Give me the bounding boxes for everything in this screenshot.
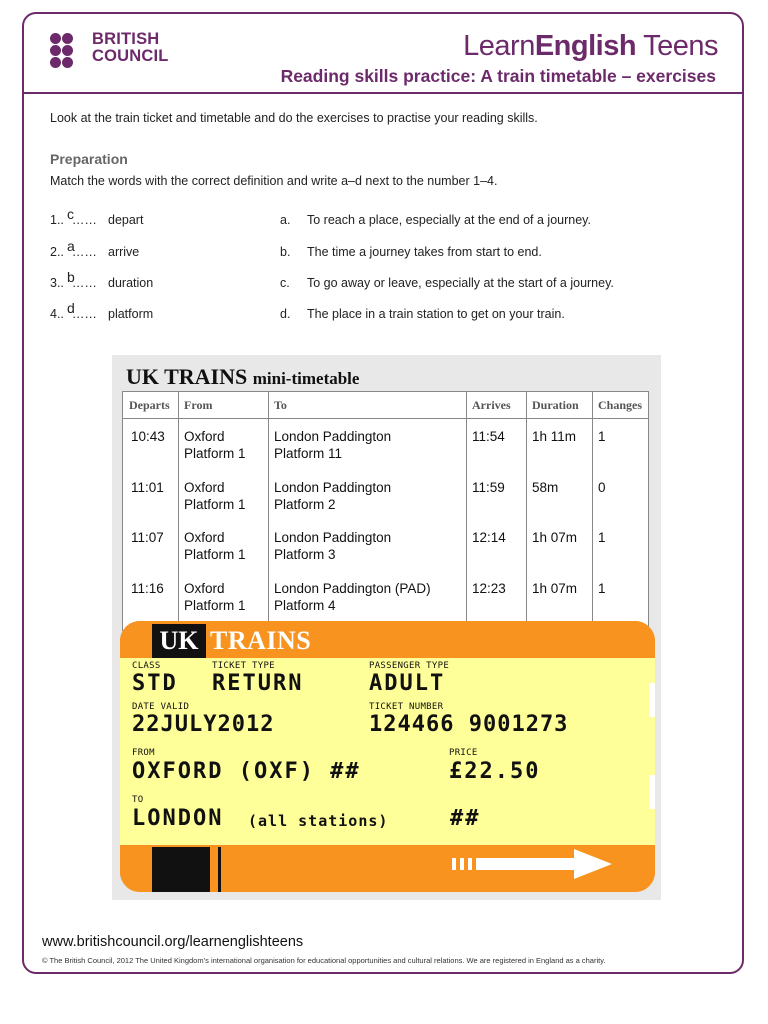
cell-from: Oxford Platform 1	[184, 480, 246, 512]
definition-text: The place in a train station to get on your train.	[307, 307, 565, 321]
logo-line2: COUNCIL	[92, 47, 169, 65]
cell-from: Oxford Platform 1	[184, 429, 246, 461]
ticket-type-value: RETURN	[212, 671, 304, 696]
cell-duration: 58m	[532, 480, 559, 495]
ticket-brand-uk: UK	[152, 624, 206, 658]
match-row	[50, 300, 730, 327]
cell-departs: 10:43	[131, 429, 165, 444]
column-divider	[592, 392, 593, 632]
column-divider	[268, 392, 269, 632]
to-hash: ##	[450, 806, 481, 831]
ticket-number-value: 124466 9001273	[369, 712, 569, 737]
cell-arrives: 12:23	[472, 581, 506, 596]
cell-to: London Paddington (PAD) Platform 4	[274, 581, 431, 613]
from-value: OXFORD (OXF) ##	[132, 759, 361, 784]
ticket-stripe	[152, 847, 210, 892]
to-value: LONDON	[132, 806, 224, 831]
intro-text: Look at the train ticket and timetable and do the exercises to practise your reading skills.	[50, 111, 538, 125]
definition-letter: b.	[280, 245, 291, 259]
cell-changes: 0	[598, 480, 606, 495]
header-from: From	[184, 398, 213, 412]
date-valid-label: DATE VALID	[132, 702, 190, 712]
logo-dots-icon	[50, 33, 86, 69]
class-label: CLASS	[132, 661, 161, 671]
page-title: Reading skills practice: A train timetable – exercises	[280, 66, 716, 86]
match-row	[50, 269, 730, 296]
passenger-type-value: ADULT	[369, 671, 446, 696]
brand-learn: Learn	[463, 30, 535, 62]
definition-letter: c.	[280, 276, 290, 290]
arrow-right-icon	[450, 847, 615, 887]
definition-text: The time a journey takes from start to end.	[307, 245, 542, 259]
logo-line1: BRITISH	[92, 30, 160, 48]
definition-letter: d.	[280, 307, 291, 321]
cell-arrives: 12:14	[472, 530, 506, 545]
cell-arrives: 11:59	[472, 480, 505, 495]
header-to: To	[274, 398, 287, 412]
logo-text	[92, 31, 169, 65]
match-answer: b	[67, 269, 75, 285]
preparation-instruction: Match the words with the correct definition and write a–d next to the number 1–4.	[50, 174, 498, 188]
header-rule	[22, 92, 744, 94]
footer-copyright: © The British Council, 2012 The United Kingdom’s international organisation for educational opportunities and cultural relations. We are registered in England as a charity.	[42, 956, 606, 965]
timetable-subtitle: mini-timetable	[252, 369, 360, 388]
match-number: 4.. ……	[50, 307, 97, 321]
header-departs: Departs	[129, 398, 170, 412]
cell-departs: 11:07	[131, 530, 164, 545]
header-arrives: Arrives	[472, 398, 511, 412]
cell-arrives: 11:54	[472, 429, 505, 444]
ticket-stripe	[218, 847, 221, 892]
match-number: 3.. ……	[50, 276, 97, 290]
ticket-notch	[649, 683, 655, 717]
price-label: PRICE	[449, 748, 478, 758]
cell-departs: 11:16	[131, 581, 164, 596]
cell-from: Oxford Platform 1	[184, 530, 246, 562]
match-answer: a	[67, 238, 75, 254]
cell-changes: 1	[598, 429, 606, 444]
cell-to: London Paddington Platform 2	[274, 480, 392, 512]
cell-to: London Paddington Platform 3	[274, 530, 392, 562]
match-word: depart	[108, 213, 144, 227]
cell-to: London Paddington Platform 11	[274, 429, 392, 461]
cell-duration: 1h 07m	[532, 530, 578, 545]
ticket-type-label: TICKET TYPE	[212, 661, 275, 671]
match-number: 1.. ……	[50, 213, 97, 227]
learnenglish-teens-brand	[463, 30, 718, 63]
cell-duration: 1h 07m	[532, 581, 578, 596]
column-divider	[466, 392, 467, 632]
ticket-brand-trains: TRAINS	[210, 626, 312, 655]
header-duration: Duration	[532, 398, 579, 412]
match-answer: d	[67, 300, 75, 316]
ticket-number-label: TICKET NUMBER	[369, 702, 444, 712]
to-note: (all stations)	[248, 812, 389, 830]
column-divider	[526, 392, 527, 632]
match-answer: c	[67, 206, 74, 222]
match-word: duration	[108, 276, 154, 290]
class-value: STD	[132, 671, 178, 696]
to-label: TO	[132, 795, 144, 805]
cell-from: Oxford Platform 1	[184, 581, 246, 613]
ticket-stripe	[210, 847, 218, 892]
match-word: platform	[108, 307, 154, 321]
british-council-logo	[50, 31, 190, 71]
ticket-notch	[649, 775, 655, 809]
header-changes: Changes	[598, 398, 643, 412]
price-value: £22.50	[449, 759, 541, 784]
match-number: 2.. ……	[50, 245, 97, 259]
definition-text: To reach a place, especially at the end of a journey.	[307, 213, 591, 227]
preparation-heading: Preparation	[50, 151, 128, 167]
column-divider	[178, 392, 179, 632]
definition-letter: a.	[280, 213, 291, 227]
passenger-type-label: PASSENGER TYPE	[369, 661, 450, 671]
cell-departs: 11:01	[131, 480, 164, 495]
timetable-table	[122, 391, 649, 631]
footer-url[interactable]: www.britishcouncil.org/learnenglishteens	[42, 934, 304, 950]
cell-changes: 1	[598, 530, 606, 545]
cell-duration: 1h 11m	[532, 429, 577, 444]
from-label: FROM	[132, 748, 155, 758]
date-valid-value: 22JULY2012	[132, 712, 275, 737]
definition-text: To go away or leave, especially at the start of a journey.	[307, 276, 614, 290]
match-row	[50, 238, 730, 265]
brand-english: English	[534, 30, 637, 62]
match-word: arrive	[108, 245, 140, 259]
cell-changes: 1	[598, 581, 606, 596]
match-row	[50, 206, 730, 233]
brand-teens: Teens	[636, 30, 718, 62]
train-ticket	[120, 621, 655, 892]
timetable-title: UK TRAINS mini-timetable	[126, 364, 360, 389]
